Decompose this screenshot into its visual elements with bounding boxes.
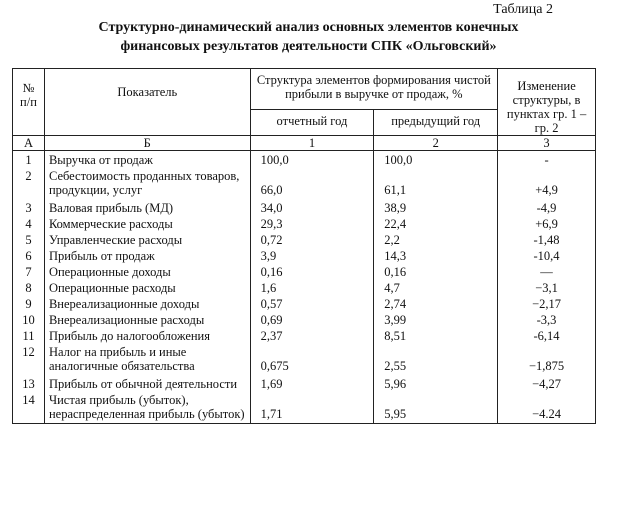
table-row [13,279,596,295]
header-change: Изменение структуры, в пунктах гр. 1 – гр. 2 [498,69,596,136]
row-previous-value: 5,95 [374,391,498,424]
row-previous-value: 3,99 [374,311,498,327]
row-previous-value: 2,2 [374,231,498,247]
row-number: 2 [13,167,45,199]
table-row [13,263,596,279]
row-number: 14 [13,391,45,424]
row-previous-value: 38,9 [374,199,498,215]
table-row [13,247,596,263]
code-a: А [13,136,45,151]
row-reporting-value: 0,675 [250,343,374,375]
row-reporting-value: 0,16 [250,263,374,279]
row-number: 6 [13,247,45,263]
row-previous-value: 4,7 [374,279,498,295]
row-reporting-value: 100,0 [250,151,374,168]
table-row [13,375,596,391]
row-number: 8 [13,279,45,295]
row-change-value: -4,9 [536,201,557,215]
row-change-value: +6,9 [535,217,558,231]
code-2: 2 [374,136,498,151]
row-number: 5 [13,231,45,247]
row-indicator: Операционные расходы [44,279,250,295]
code-b: Б [44,136,250,151]
row-previous-value: 2,55 [374,343,498,375]
row-change-value: - [544,153,549,167]
row-number: 7 [13,263,45,279]
analysis-table [12,68,596,424]
row-reporting-value: 66,0 [250,167,374,199]
table-row [13,167,596,199]
row-number: 11 [13,327,45,343]
table-row [13,295,596,311]
header-previous-year: предыдущий год [374,110,498,136]
row-reporting-value: 34,0 [250,199,374,215]
row-reporting-value: 1,71 [250,391,374,424]
row-reporting-value: 0,72 [250,231,374,247]
row-previous-value: 100,0 [374,151,498,168]
title-line-1: Структурно-динамический анализ основных элементов конечных [98,20,519,35]
row-change-value: −3,1 [535,281,558,295]
row-indicator: Прибыль до налогообложения [44,327,250,343]
row-change-value: −2,17 [532,297,561,311]
row-indicator: Себестоимость проданных товаров, продукции, услуг [44,167,250,199]
title-line-2: финансовых результатов деятельности СПК «Ольговский» [120,39,497,54]
row-change-value: -10,4 [533,249,560,263]
row-change-value: −4,27 [532,377,561,391]
table-body [13,151,596,424]
row-previous-value: 0,16 [374,263,498,279]
table-number-label: Таблица 2 [493,2,553,17]
row-number: 12 [13,343,45,375]
row-number: 1 [13,151,45,168]
row-reporting-value: 1,6 [250,279,374,295]
table-row [13,343,596,375]
row-indicator: Управленческие расходы [44,231,250,247]
row-previous-value: 8,51 [374,327,498,343]
header-indicator: Показатель [44,69,250,136]
row-indicator: Прибыль от обычной деятельности [44,375,250,391]
table-row [13,215,596,231]
table-row [13,391,596,424]
row-reporting-value: 0,57 [250,295,374,311]
row-number: 9 [13,295,45,311]
row-indicator: Налог на прибыль и иные аналогичные обязательства [44,343,250,375]
table-row [13,151,596,168]
code-3: 3 [498,136,596,151]
code-1: 1 [250,136,374,151]
row-change-value: +4,9 [535,183,558,197]
row-reporting-value: 1,69 [250,375,374,391]
row-change-value: -1,48 [533,233,560,247]
table-row [13,199,596,215]
row-indicator: Операционные доходы [44,263,250,279]
row-number: 13 [13,375,45,391]
row-indicator: Чистая прибыль (убыток), нераспределенная прибыль (убыток) [44,391,250,424]
row-number: 10 [13,311,45,327]
header-structure: Структура элементов формирования чистой прибыли в выручке от продаж, % [250,69,497,110]
table-row [13,311,596,327]
row-previous-value: 22,4 [374,215,498,231]
row-reporting-value: 2,37 [250,327,374,343]
row-indicator: Валовая прибыль (МД) [44,199,250,215]
table-title [0,18,617,56]
header-num: № п/п [13,69,45,136]
row-previous-value: 14,3 [374,247,498,263]
row-change-value: −1,875 [528,359,565,373]
row-change-value: -6,14 [533,329,560,343]
row-reporting-value: 29,3 [250,215,374,231]
table-row [13,231,596,247]
row-indicator: Коммерческие расходы [44,215,250,231]
row-previous-value: 61,1 [374,167,498,199]
row-indicator: Прибыль от продаж [44,247,250,263]
row-change-value: — [540,265,553,279]
table-row [13,327,596,343]
row-indicator: Внереализационные доходы [44,295,250,311]
row-reporting-value: 0,69 [250,311,374,327]
row-previous-value: 5,96 [374,375,498,391]
header-reporting-year: отчетный год [250,110,374,136]
row-previous-value: 2,74 [374,295,498,311]
row-change-value: -3,3 [536,313,557,327]
row-reporting-value: 3,9 [250,247,374,263]
row-change-value: −4.24 [532,407,561,421]
row-number: 4 [13,215,45,231]
row-indicator: Выручка от продаж [44,151,250,168]
row-indicator: Внереализационные расходы [44,311,250,327]
row-number: 3 [13,199,45,215]
